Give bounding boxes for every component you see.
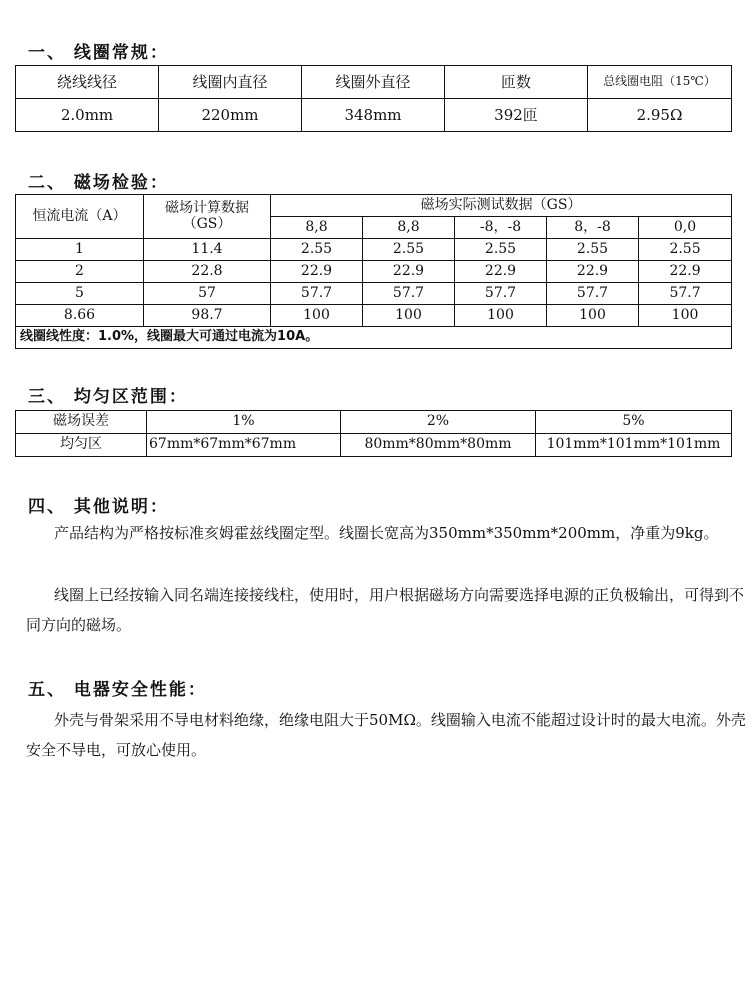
measured-cell: 22.9 [363, 261, 455, 283]
coil-spec-table [15, 65, 732, 132]
position-cell: 8,8 [363, 217, 455, 239]
current-cell: 1 [16, 239, 144, 261]
current-cell: 2 [16, 261, 144, 283]
table-row [16, 411, 732, 434]
measured-cell: 57.7 [639, 283, 732, 305]
measured-cell: 57.7 [363, 283, 455, 305]
measured-cell: 57.7 [547, 283, 639, 305]
measured-cell: 100 [547, 305, 639, 327]
zone-cell: 67mm*67mm*67mm [147, 434, 341, 457]
measured-cell: 2.55 [363, 239, 455, 261]
error-cell: 5% [536, 411, 732, 434]
table-row [16, 239, 732, 261]
current-cell: 5 [16, 283, 144, 305]
calc-cell: 11.4 [144, 239, 271, 261]
header-cell: 恒流电流（A） [16, 195, 144, 239]
table-row [16, 434, 732, 457]
measured-cell: 2.55 [639, 239, 732, 261]
error-cell: 2% [341, 411, 536, 434]
table-row [16, 99, 732, 132]
table-row [16, 66, 732, 99]
measured-cell: 22.9 [547, 261, 639, 283]
measured-cell: 57.7 [271, 283, 363, 305]
header-cell: 线圈内直径 [159, 66, 302, 99]
table-row [16, 327, 732, 349]
value-cell: 2.95Ω [588, 99, 732, 132]
magnetic-field-table [15, 194, 732, 349]
header-cell: 磁场实际测试数据（GS） [271, 195, 732, 217]
table-row [16, 305, 732, 327]
measured-cell: 57.7 [455, 283, 547, 305]
zone-cell: 101mm*101mm*101mm [536, 434, 732, 457]
table-row [16, 261, 732, 283]
zone-cell: 80mm*80mm*80mm [341, 434, 536, 457]
position-cell: 0,0 [639, 217, 732, 239]
header-cell: 绕线线径 [16, 66, 159, 99]
linearity-note: 线圈线性度：1.0%，线圈最大可通过电流为10A。 [16, 327, 732, 349]
measured-cell: 2.55 [547, 239, 639, 261]
header-cell: 线圈外直径 [302, 66, 445, 99]
measured-cell: 22.9 [455, 261, 547, 283]
value-cell: 2.0mm [16, 99, 159, 132]
calc-header-line2: （GS） [182, 215, 232, 232]
section2-title: 二、 磁场检验： [28, 173, 169, 193]
value-cell: 348mm [302, 99, 445, 132]
calc-cell: 57 [144, 283, 271, 305]
measured-cell: 100 [639, 305, 732, 327]
header-cell: 匝数 [445, 66, 588, 99]
measured-cell: 2.55 [455, 239, 547, 261]
position-cell: 8，-8 [547, 217, 639, 239]
value-cell: 392匝 [445, 99, 588, 132]
structure-paragraph: 产品结构为严格按标准亥姆霍兹线圈定型。线圈长宽高为350mm*350mm*200mm，净重为9kg。 [54, 524, 719, 542]
error-cell: 1% [147, 411, 341, 434]
section3-title: 三、 均匀区范围： [28, 387, 188, 407]
position-cell: 8,8 [271, 217, 363, 239]
section4-title: 四、 其他说明： [28, 497, 169, 517]
calc-cell: 98.7 [144, 305, 271, 327]
measured-cell: 100 [271, 305, 363, 327]
measured-cell: 2.55 [271, 239, 363, 261]
current-cell: 8.66 [16, 305, 144, 327]
header-cell: 总线圈电阻（15℃） [588, 66, 732, 99]
table-row [16, 195, 732, 217]
calc-header-line1: 磁场计算数据 [165, 200, 249, 217]
safety-paragraph: 外壳与骨架采用不导电材料绝缘，绝缘电阻大于50MΩ。线圈输入电流不能超过设计时的最大电流。外壳安全不导电，可放心使用。 [26, 711, 746, 759]
measured-cell: 100 [455, 305, 547, 327]
measured-cell: 22.9 [639, 261, 732, 283]
row-label: 均匀区 [16, 434, 147, 457]
value-cell: 220mm [159, 99, 302, 132]
measured-cell: 22.9 [271, 261, 363, 283]
table-row [16, 283, 732, 305]
row-label: 磁场误差 [16, 411, 147, 434]
section1-title: 一、 线圈常规： [28, 43, 169, 63]
measured-cell: 100 [363, 305, 455, 327]
position-cell: -8，-8 [455, 217, 547, 239]
header-cell [144, 195, 271, 239]
section5-title: 五、 电器安全性能： [28, 680, 207, 700]
uniform-zone-table [15, 410, 732, 457]
wiring-paragraph: 线圈上已经按输入同名端连接接线柱，使用时，用户根据磁场方向需要选择电源的正负极输出，可得到不同方向的磁场。 [26, 586, 745, 634]
calc-cell: 22.8 [144, 261, 271, 283]
